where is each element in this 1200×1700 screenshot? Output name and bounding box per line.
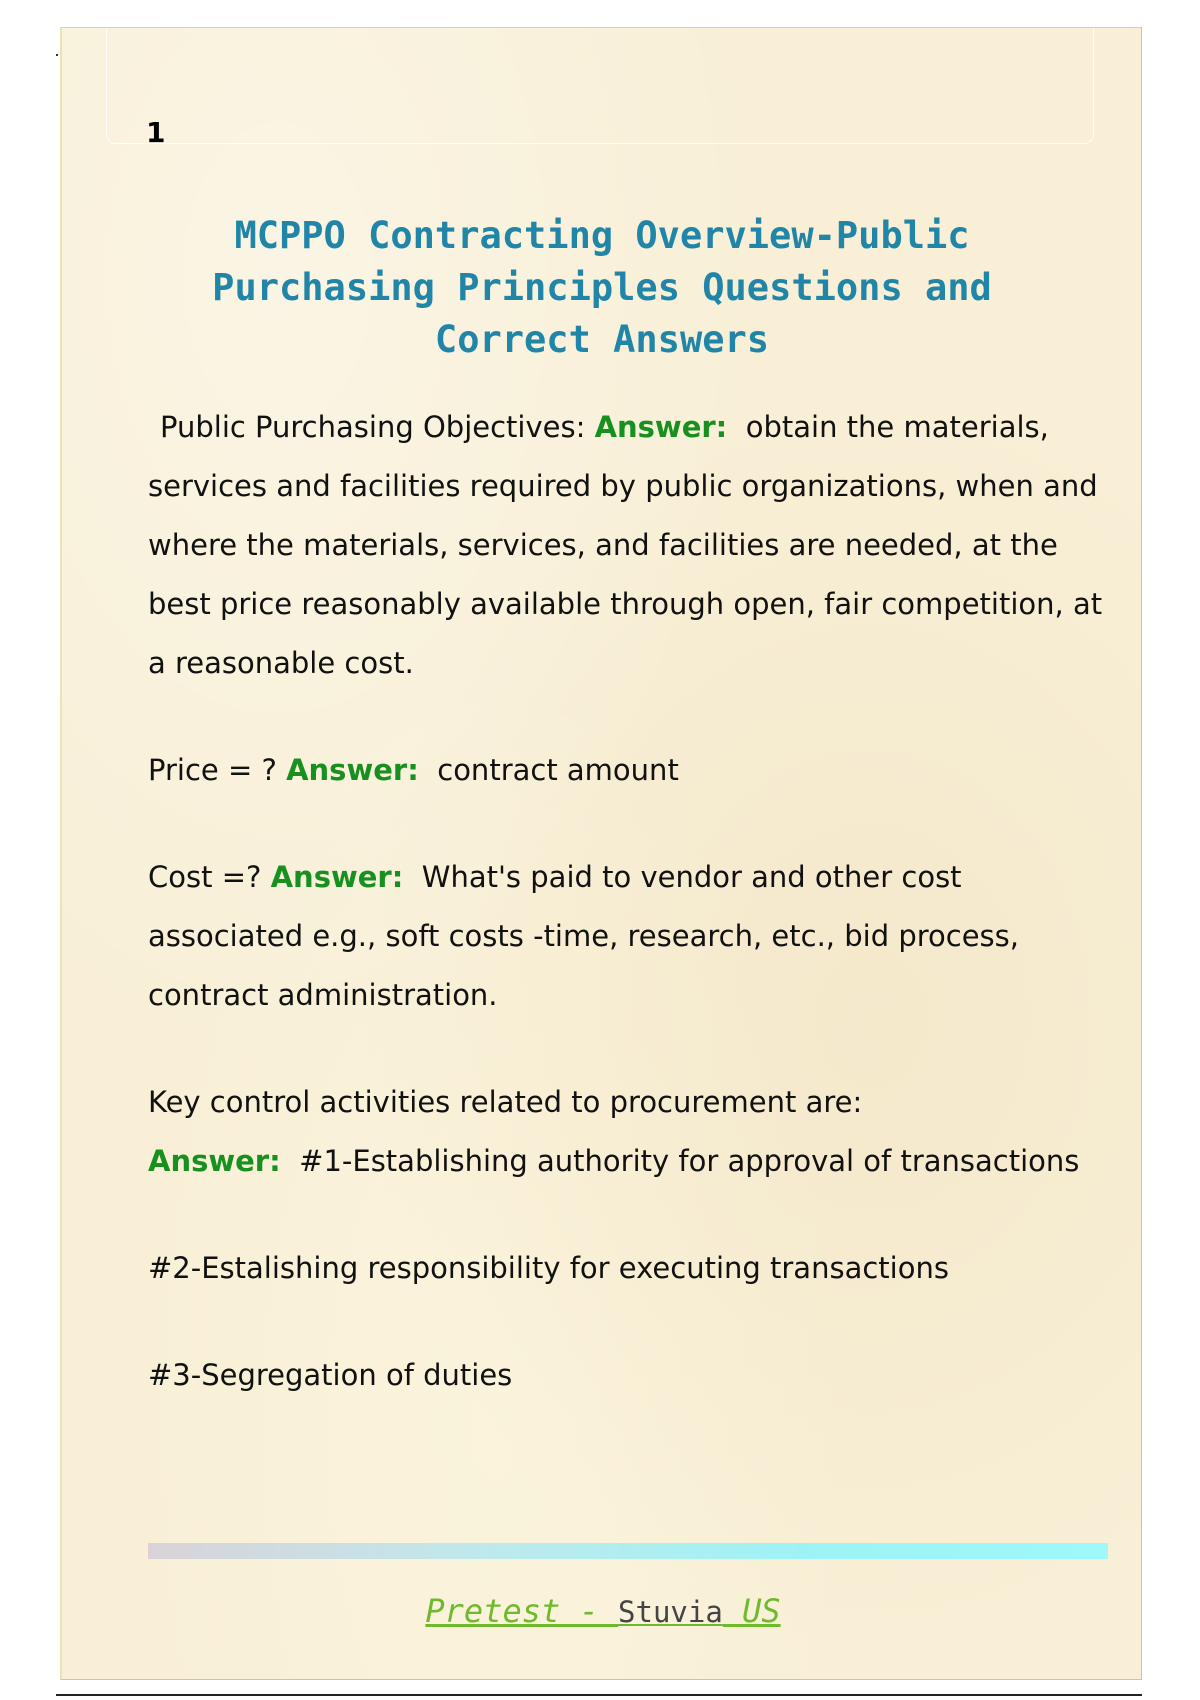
answer-text: What's paid to vendor and other cost associated e.g., soft costs -time, research, etc., bid process, contract administration. <box>148 860 1019 1012</box>
answer-label: Answer: <box>270 860 404 894</box>
qa-item-4 <box>148 1073 1108 1191</box>
footer-divider <box>148 1543 1108 1559</box>
answer-label: Answer: <box>148 1144 281 1178</box>
answer-text: obtain the materials, services and facilities required by public organizations, when and where the materials, services, and facilities are needed, at the best price reasonably available through open, fair competition, at a reasonable cost. <box>148 410 1103 680</box>
page-number: 1 <box>146 116 166 149</box>
footer-pretest: Pretest - <box>425 1592 619 1630</box>
bottom-rule <box>56 1694 1142 1696</box>
footer-us: US <box>722 1592 781 1630</box>
answer-text: contract amount <box>437 753 679 787</box>
question-text: Key control activities related to procurement are: <box>148 1085 863 1119</box>
document-title: MCPPO Contracting Overview-Public Purchasing Principles Questions and Correct Answers <box>212 214 992 361</box>
qa-item-1 <box>148 398 1108 693</box>
answer-label: Answer: <box>286 753 419 787</box>
document-content <box>148 398 1108 1453</box>
document-page <box>60 27 1142 1680</box>
page-edge-mark <box>56 54 58 56</box>
list-item-2: #2-Estalishing responsibility for executing transactions <box>148 1251 949 1285</box>
list-item-3: #3-Segregation of duties <box>148 1358 513 1392</box>
question-text: Public Purchasing Objectives: <box>160 410 586 444</box>
qa-item-2 <box>148 741 1108 800</box>
answer-label: Answer: <box>594 410 728 444</box>
footer-stuvia: Stuvia <box>618 1595 723 1629</box>
question-text: Price = ? <box>148 753 277 787</box>
header-frame <box>106 28 1094 144</box>
answer-text: #1-Establishing authority for approval of transactions <box>299 1144 1080 1178</box>
question-text: Cost =? <box>148 860 262 894</box>
qa-item-3 <box>148 848 1108 1025</box>
footer-watermark <box>62 1592 1144 1630</box>
